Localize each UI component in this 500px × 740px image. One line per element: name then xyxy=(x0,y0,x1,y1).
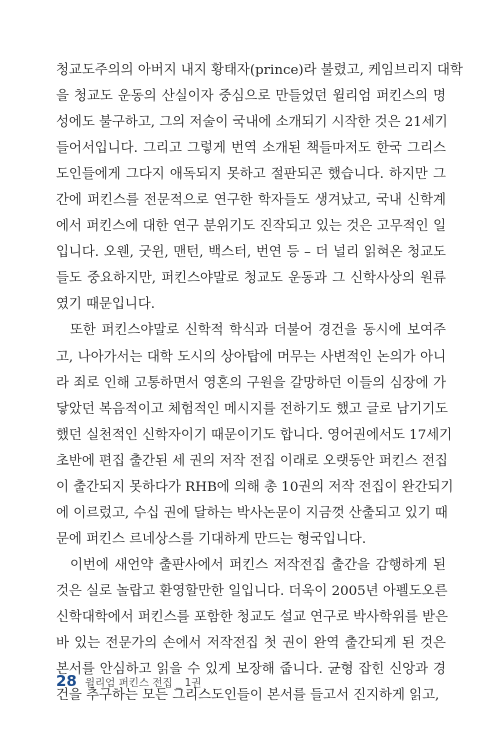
text-line: 였기 때문입니다. xyxy=(56,297,156,313)
text-line: 신학대학에서 퍼킨스를 포함한 청교도 설교 연구로 박사학위를 받은 xyxy=(56,609,448,625)
text-line: 들어서입니다. 그리고 그렇게 번역 소개된 책들마저도 한국 그리스 xyxy=(56,141,446,157)
paragraph xyxy=(56,318,454,552)
text-line: 라 죄로 인해 고통하면서 영혼의 구원을 갈망하던 이들의 심장에 가 xyxy=(56,375,446,391)
text-line: 을 청교도 운동의 산실이자 중심으로 만들었던 윌리엄 퍼킨스의 명 xyxy=(56,89,446,105)
text-line: 도인들에게 그다지 애독되지 못하고 절판되곤 했습니다. 하지만 그 xyxy=(56,167,446,183)
text-line: 에 이르렀고, 수십 권에 달하는 박사논문이 지금껏 산출되고 있기 때 xyxy=(56,505,448,521)
body-text xyxy=(56,58,463,709)
text-line: 했던 실천적인 신학자이기 때문이기도 합니다. 영어권에서도 17세기 xyxy=(56,427,453,443)
text-line: 바 있는 전문가의 손에서 저작전집 첫 권이 완역 출간되게 된 것은 xyxy=(56,636,446,652)
text-line: 이 출간되지 못하다가 RHB에 의해 총 10권의 저작 전집이 완간되기 xyxy=(56,479,454,495)
running-title: 윌리엄 퍼킨스 전집 _ 1권 xyxy=(84,677,202,689)
text-line: 청교도주의의 아버지 내지 황태자(prince)라 불렸고, 케임브리지 대학 xyxy=(56,63,463,78)
text-line: 입니다. 오웬, 굿윈, 맨턴, 백스터, 번연 등 – 더 널리 읽혀온 청교도 xyxy=(56,245,446,261)
text-line: 이번에 새언약 출판사에서 퍼킨스 저작전집 출간을 감행하게 된 xyxy=(70,557,446,573)
text-line: 에서 퍼킨스에 대한 연구 분위기도 진작되고 있는 것은 고무적인 일 xyxy=(56,219,446,235)
page-number: 28 xyxy=(56,672,77,690)
text-line: 건을 추구하는 모든 그리스도인들이 본서를 들고서 진지하게 읽고, xyxy=(56,688,440,704)
text-line: 닿았던 복음적이고 체험적인 메시지를 전하기도 했고 글로 남기기도 xyxy=(56,401,448,417)
text-line: 본서를 안심하고 읽을 수 있게 보장해 줍니다. 균형 잡힌 신앙과 경 xyxy=(56,662,446,678)
text-line: 또한 퍼킨스야말로 신학적 학식과 더불어 경건을 동시에 보여주 xyxy=(70,323,446,339)
text-line: 들도 중요하지만, 퍼킨스야말로 청교도 운동과 그 신학사상의 원류 xyxy=(56,271,446,287)
text-line: 것은 실로 놀랍고 환영할만한 일입니다. 더욱이 2005년 아펠도오른 xyxy=(56,583,448,599)
page-footer xyxy=(56,672,201,694)
text-line: 고, 나아가서는 대학 도시의 상아탑에 머무는 사변적인 논의가 아니 xyxy=(56,349,446,365)
text-line: 초반에 편집 출간된 세 권의 저작 전집 이래로 오랫동안 퍼킨스 전집 xyxy=(56,453,448,469)
text-line: 간에 퍼킨스를 전문적으로 연구한 학자들도 생겨났고, 국내 신학계 xyxy=(56,193,446,209)
text-line: 문에 퍼킨스 르네상스를 기대하게 만드는 형국입니다. xyxy=(56,531,367,547)
text-line: 성에도 불구하고, 그의 저술이 국내에 소개되기 시작한 것은 21세기 xyxy=(56,115,448,131)
paragraph xyxy=(56,58,463,318)
